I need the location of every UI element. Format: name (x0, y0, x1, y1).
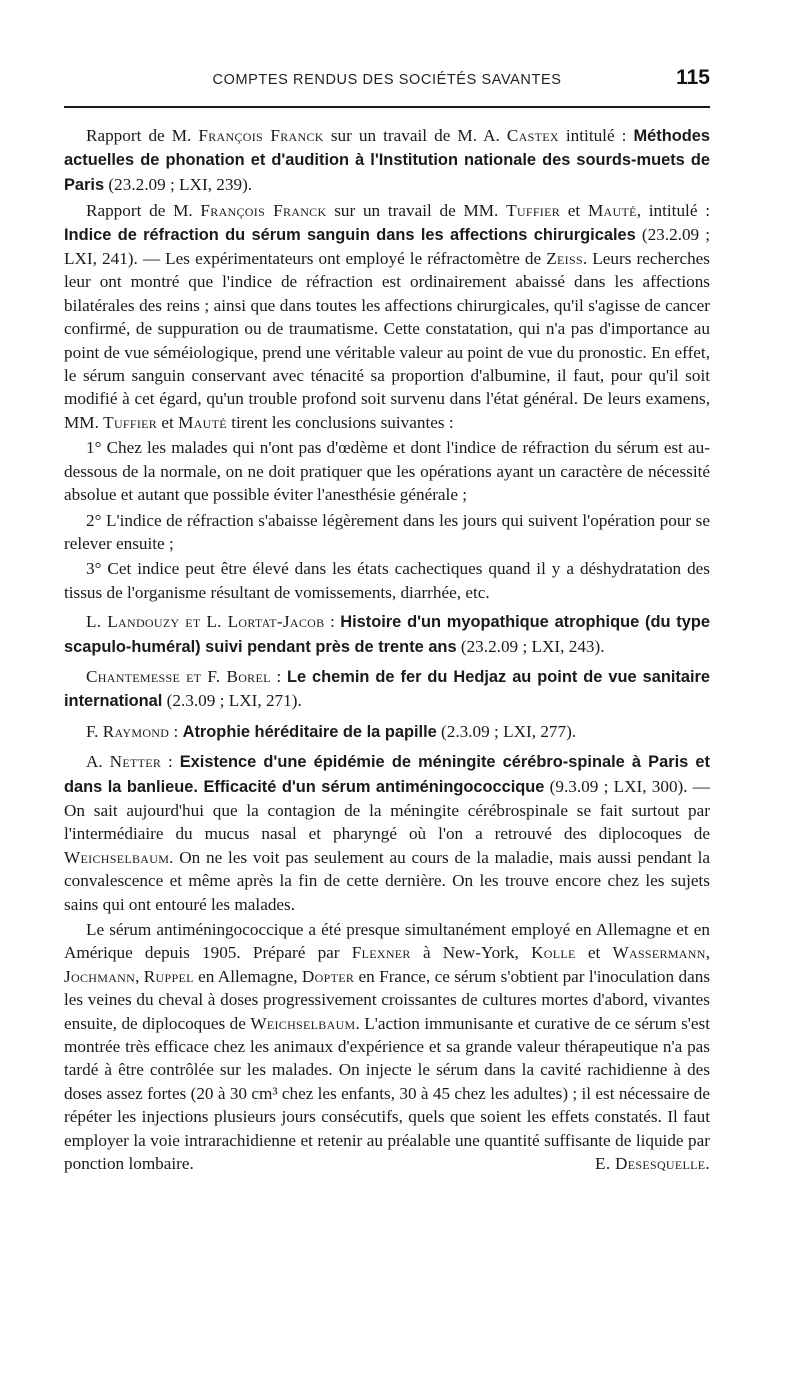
entry-netter: A. Netter : Existence d'une épidémie de méningite cérébro-spinale à Paris et dans la banlieue. Efficacité d'un sérum antiméningococcique (9.3.09 ; LXI, 300). — On sait aujourd'hui que la contagion de la méningite cérébrospinale se fait surtout par l'intermédiaire du mucus nasal et pharyngé où l'on a retrouvé des diplocoques de Weichselbaum. On ne les voit pas seulement au cours de la maladie, mais aussi pendant la convalescence et même après la fin de cette dernière. On les trouve encore chez les sujets sains qui ont entouré les malades. (64, 752, 710, 914)
entry-castex: Rapport de M. François Franck sur un travail de M. A. Castex intitulé : Méthodes actuelles de phonation et d'audition à l'Institution nationale des sourds-muets de Paris (23.2.09 ; LXI, 239). (64, 126, 710, 194)
page-number: 115 (676, 66, 710, 89)
author-name: Tuffier (506, 201, 561, 221)
author-name: Dopter (301, 966, 355, 986)
serum-paragraph: Le sérum antiméningococcique a été presque simultanément employé en Allemagne et en Amérique depuis 1905. Préparé par Flexner à New-York, Kolle et Wassermann, Jochmann, Ruppel en Allemagne, Dopter en France, ce sérum s'obtient par l'inoculation dans les veines du cheval à doses progressivement croissantes de cultures mortes d'abord, vivantes ensuite, de diplocoques de Weichselbaum. L'action immunisante et curative de ce sérum s'est montrée très efficace chez les animaux d'expérience et sa grande valeur thérapeutique n'a pas tardé à être contrôlée sur les malades. On injecte le sérum dans la cavité rachidienne à des doses assez fortes (20 à 30 cm³ chez les enfants, 30 à 45 chez les adultes) ; il est nécessaire de répéter les injections plusieurs jours consécutifs, quels que soient les effets constatés. Il faut employer la voie intrarachidienne et retenir au préalable une quantité suffisante de liquide par ponction lombaire. E. Desesquelle. (64, 918, 710, 1175)
header-rule (64, 106, 710, 108)
author-name: Ruppel (143, 966, 194, 986)
signature: E. Desesquelle. (595, 1154, 710, 1174)
author-name: François Franck (200, 201, 327, 221)
entry-title: Indice de réfraction du sérum sanguin dans les affections chirurgicales (64, 225, 636, 244)
entry-landouzy: L. Landouzy et L. Lortat-Jacob : Histoire d'un myopathique atrophique (du type scapulo-huméral) suivi pendant près de trente ans (23.2.09 ; LXI, 243). (64, 612, 711, 656)
running-title: COMPTES RENDUS DES SOCIÉTÉS SAVANTES (212, 72, 562, 88)
author-name: Flexner (351, 943, 411, 963)
entry-title: Histoire d'un myopathique atrophique (du type scapulo-huméral) suivi pendant près de trente ans (64, 613, 711, 656)
entry-title: Méthodes actuelles de phonation et d'audition à l'Institution nationale des sourds-muets de Paris (64, 127, 710, 194)
author-name: Kolle (531, 943, 576, 963)
conclusion-3: 3° Cet indice peut être élevé dans les états cachectiques quand il y a déshydratation des tissus de l'organisme résultant de vomissements, diarrhée, etc. (64, 559, 710, 602)
author-name: Wassermann (612, 943, 706, 963)
author-name: Chantemesse et F. Borel (86, 666, 271, 686)
entry-raymond: F. Raymond : Atrophie héréditaire de la papille (2.3.09 ; LXI, 277). (86, 721, 577, 741)
entry-chantemesse: Chantemesse et F. Borel : Le chemin de fer du Hedjaz au point de vue sanitaire international (2.3.09 ; LXI, 271). (64, 666, 711, 711)
author-name: Castex (506, 126, 559, 145)
conclusion-2: 2° L'indice de réfraction s'abaisse légèrement dans les jours qui suivent l'opération pour se relever ensuite ; (64, 510, 710, 553)
author-name: Raymond (102, 721, 170, 741)
author-name: L. Landouzy et L. Lortat-Jacob (86, 612, 325, 632)
author-name: François Franck (198, 126, 324, 145)
author-name: Weichselbaum (64, 847, 170, 867)
entry-tuffier-maute: Rapport de M. François Franck sur un travail de MM. Tuffier et Mauté, intitulé : Indice de réfraction du sérum sanguin dans les affections chirurgicales (23.2.09 ; LXI, 241). — Les expérimentateurs ont employé le réfractomètre de Zeiss. Leurs recherches leur ont montré que l'indice de réfraction est ordinairement abaissé dans les affections bilatérales des reins ; ainsi que dans toutes les affections chirurgicales, qu'il s'agisse de cancer confirmé, de suppuration ou de traumatisme. Cette constatation, qui n'a pas d'importance au point de vue séméiologique, prend une véritable valeur au point de vue du pronostic. En effet, le sérum sanguin conservant avec ténacité sa proportion d'albumine, il faut, pour qu'il soit modifié à cet égard, qu'un trouble profond soit survenu dans l'état général. De leurs examens, MM. Tuffier et Mauté tirent les conclusions suivantes : (64, 201, 711, 432)
entry-title: Atrophie héréditaire de la papille (182, 722, 437, 741)
author-name: Jochmann (64, 966, 136, 986)
author-name: Zeiss (546, 249, 583, 269)
page-header (64, 66, 710, 96)
conclusion-1: 1° Chez les malades qui n'ont pas d'œdème et dont l'indice de réfraction du sérum est au-dessous de la normale, on ne doit pratiquer que les opérations ayant un caractère de nécessité absolue et autant que possible éviter l'anesthésie générale ; (64, 438, 710, 505)
entry-title: Existence d'une épidémie de méningite cérébro-spinale à Paris et dans la banlieue. Efficacité d'un sérum antiméningococcique (64, 753, 710, 796)
entry-title: Le chemin de fer du Hedjaz au point de vue sanitaire international (64, 667, 711, 711)
author-name: Netter (109, 752, 162, 772)
author-name: Mauté (587, 201, 637, 221)
author-name: Weichselbaum (250, 1013, 356, 1033)
article-body (64, 124, 710, 1175)
author-name: Mauté (178, 412, 227, 432)
author-name: Tuffier (103, 412, 158, 432)
